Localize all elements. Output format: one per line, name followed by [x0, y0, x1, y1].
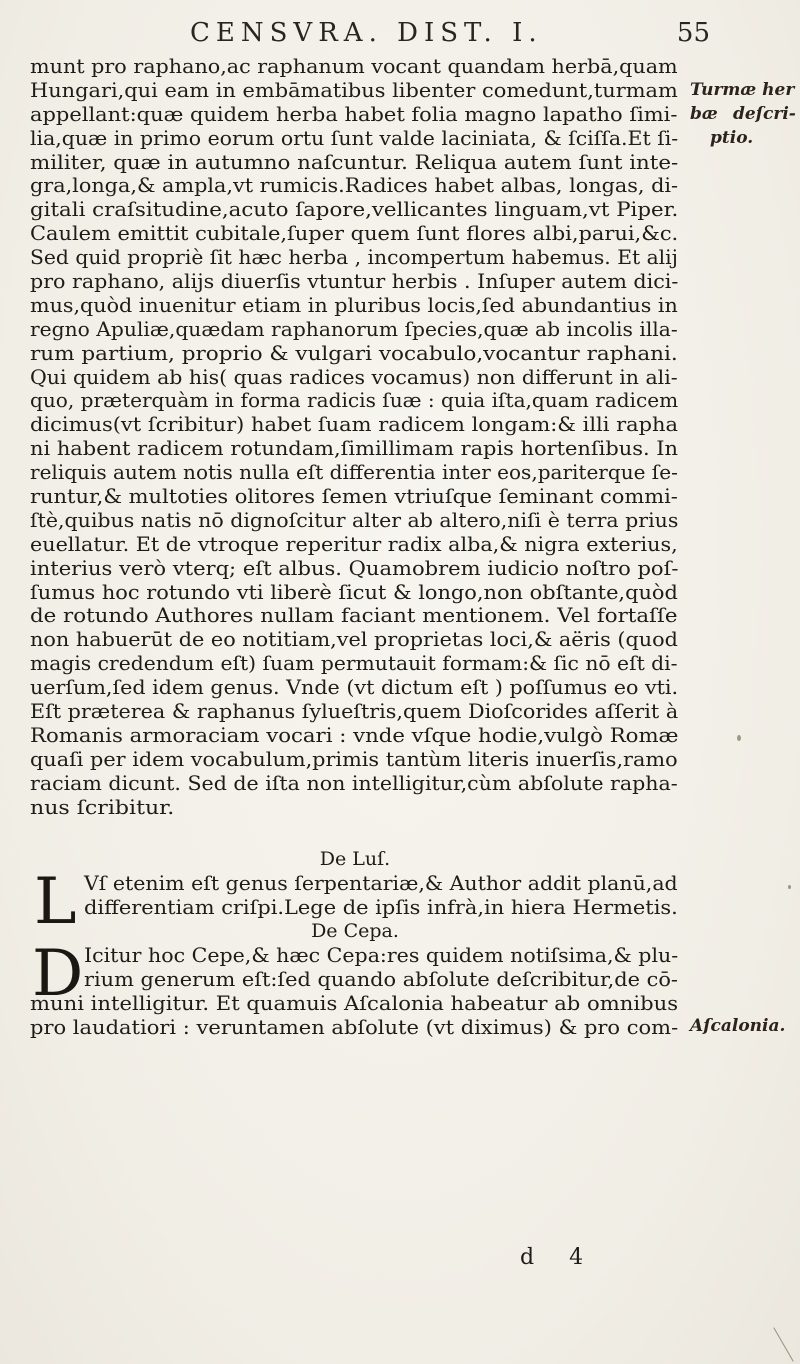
text-line: euellatur. Et de vtroque reperitur radix alba,& nigra exterius,	[30, 532, 678, 556]
main-text	[30, 55, 680, 1039]
text-line: interius verò vterq; eſt albus. Quamobrem iudicio noſtro poſ-	[30, 556, 679, 580]
text-line: Sed quid propriè ſit hæc herba , incompertum habemus. Et alij	[30, 246, 678, 270]
section-heading-lus: De Luſ.	[319, 848, 391, 870]
text-line: ſumus hoc rotundo vti liberè ſicut & longo,non obſtante,quòd	[30, 580, 678, 604]
text-line: militer, quæ in autumno naſcuntur. Reliqua autem ſunt inte-	[30, 150, 679, 174]
text-line: uerſum,ſed idem genus. Vnde (vt dictum eſt ) poſſumus eo vti.	[30, 676, 679, 700]
drop-cap-d: D	[32, 937, 84, 1011]
text-line: dicimus(vt ſcribitur) habet ſuam radicem longam:& illi rapha	[30, 413, 679, 437]
text-line: Caulem emittit cubitale,ſuper quem ſunt flores albi,parui,&c.	[30, 222, 679, 246]
page-edge-mark	[773, 1327, 793, 1361]
text-line: ni habent radicem rotundam,ſimillimam rapis hortenſibus. In	[30, 437, 679, 461]
running-header	[190, 18, 710, 48]
signature-mark: d 4	[520, 1245, 598, 1270]
paragraph-lus	[84, 872, 678, 920]
text-line: rium generum eſt:ſed quando abſolute deſcribitur,de cō-	[84, 967, 678, 991]
text-line: Hungari,qui eam in embāmatibus libenter comedunt,turmam	[30, 78, 678, 102]
text-line: pro raphano, alijs diuerſis vtuntur herbis . Inſuper autem dici-	[30, 270, 679, 294]
text-line: nus ſcribitur.	[30, 795, 175, 819]
text-line: reliquis autem notis nulla eſt differentia inter eos,pariterque ſe-	[30, 461, 678, 485]
text-line: mus,quòd inuenitur etiam in pluribus locis,ſed abundantius in	[30, 293, 678, 317]
ink-smudge	[788, 885, 791, 889]
margin-note-bae: bæ	[690, 104, 718, 124]
ink-smudge	[737, 735, 741, 741]
text-line: magis credendum eſt) ſuam permutauit formam:& ſic nō eſt di-	[30, 652, 678, 676]
margin-note-turmae: Turmæ her	[690, 80, 795, 100]
text-line: gitali craſsitudine,acuto ſapore,vellicantes linguam,vt Piper.	[30, 198, 679, 222]
text-line: appellant:quæ quidem herba habet folia magno lapatho ſimi-	[30, 102, 678, 126]
paragraph-cepa-body	[30, 992, 679, 1040]
text-line: Eſt præterea & raphanus ſylueſtris,quem Dioſcorides aſſerit à	[30, 700, 679, 724]
margin-note-ascalonia: Aſcalonia.	[690, 1016, 786, 1036]
text-line: quaſi per idem vocabulum,primis tantùm literis inuerſis,ramo	[30, 747, 678, 771]
text-line: Vſ etenim eſt genus ſerpentariæ,& Author addit planū,ad	[84, 872, 678, 895]
drop-cap-l: L	[34, 865, 77, 939]
text-line: regno Apuliæ,quædam raphanorum ſpecies,quæ ab incolis illa-	[30, 317, 678, 341]
text-line: Icitur hoc Cepe,& hæc Cepa:res quidem notiſsima,& plu-	[84, 944, 679, 967]
text-line: gra,longa,& ampla,vt rumicis.Radices habet albas, longas, di-	[30, 174, 679, 198]
text-line: munt pro raphano,ac raphanum vocant quandam herbā,quam	[30, 55, 678, 78]
text-line: muni intelligitur. Et quamuis Aſcalonia habeatur ab omnibus	[30, 992, 679, 1015]
text-line: quo, præterquàm in forma radicis ſuæ : quia iſta,quam radicem	[30, 389, 679, 413]
margin-note-ptio: ptio.	[710, 128, 754, 148]
text-line: ſtè,quibus natis nō dignoſcitur alter ab altero,niſi è terra prius	[30, 508, 679, 532]
text-line: pro laudatiori : veruntamen abſolute (vt diximus) & pro com-	[30, 1015, 679, 1039]
paragraph-raphanus	[30, 55, 680, 820]
text-line: lia,quæ in primo eorum ortu ſunt valde laciniata, & ſciſſa.Et ſi-	[30, 126, 679, 150]
margin-note-descri: deſcri-	[733, 104, 796, 124]
paragraph-cepa-head	[84, 944, 679, 992]
header-title: CENSVRA. DIST. I.	[190, 18, 543, 48]
text-line: non habuerūt de eo notitiam,vel proprietas loci,& aëris (quod	[30, 628, 678, 652]
page-number: 55	[676, 18, 710, 48]
section-heading-cepa: De Cepa.	[311, 920, 399, 942]
text-line: Romanis armoraciam vocari : vnde vſque hodie,vulgò Romæ	[30, 723, 679, 747]
text-line: de rotundo Authores nullam faciant mentionem. Vel fortaſſe	[30, 604, 678, 628]
text-line: Qui quidem ab his( quas radices vocamus) non differunt in ali-	[30, 365, 678, 389]
text-line: differentiam criſpi.Lege de ipſis infrà,in hiera Hermetis.	[84, 895, 678, 919]
text-line: runtur,& multoties olitores ſemen vtriuſque ſeminant commi-	[30, 485, 678, 509]
text-line: rum partium, proprio & vulgari vocabulo,vocantur raphani.	[30, 341, 678, 365]
text-line: raciam dicunt. Sed de iſta non intelligitur,cùm abſolute rapha-	[30, 771, 678, 795]
